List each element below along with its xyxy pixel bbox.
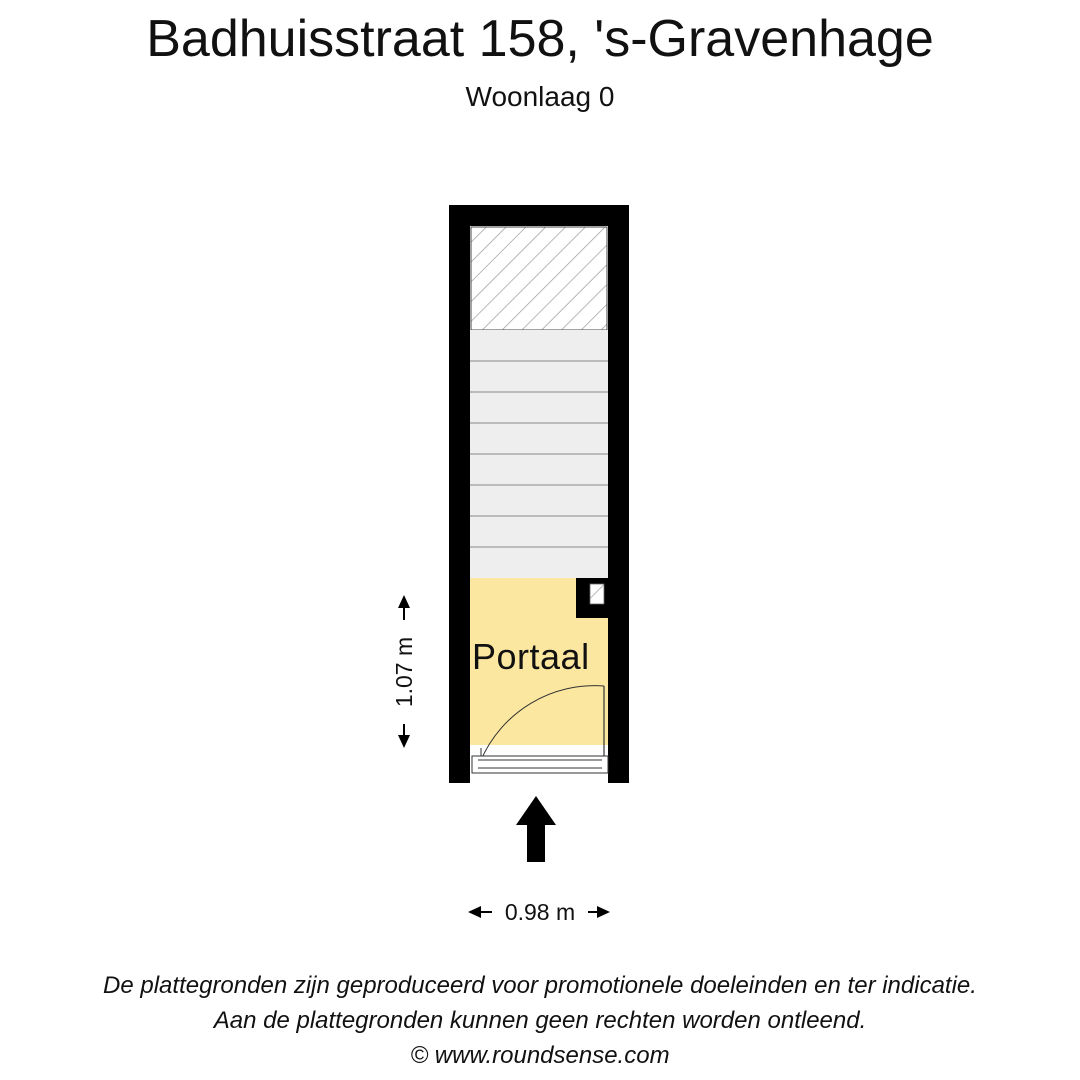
shaft [576,578,608,618]
copyright-link[interactable]: © www.roundsense.com [410,1042,670,1069]
disclaimer [0,968,1080,1073]
hatched-void [471,227,607,330]
staircase [470,330,608,578]
page-title: Badhuisstraat 158, 's-Gravenhage [146,10,934,68]
room-label-portaal: Portaal [472,636,590,677]
disclaimer-line-1: De plattegronden zijn geproduceerd voor promotionele doeleinden en ter indicatie. [103,972,977,999]
threshold [472,756,608,773]
width-dimension-label: 0.98 m [504,899,576,925]
arrow-up-icon [516,796,556,862]
height-dimension-label: 1.07 m [391,636,417,708]
disclaimer-line-2: Aan de plattegronden kunnen geen rechten worden ontleend. [213,1007,867,1034]
floor-subtitle: Woonlaag 0 [465,81,615,112]
